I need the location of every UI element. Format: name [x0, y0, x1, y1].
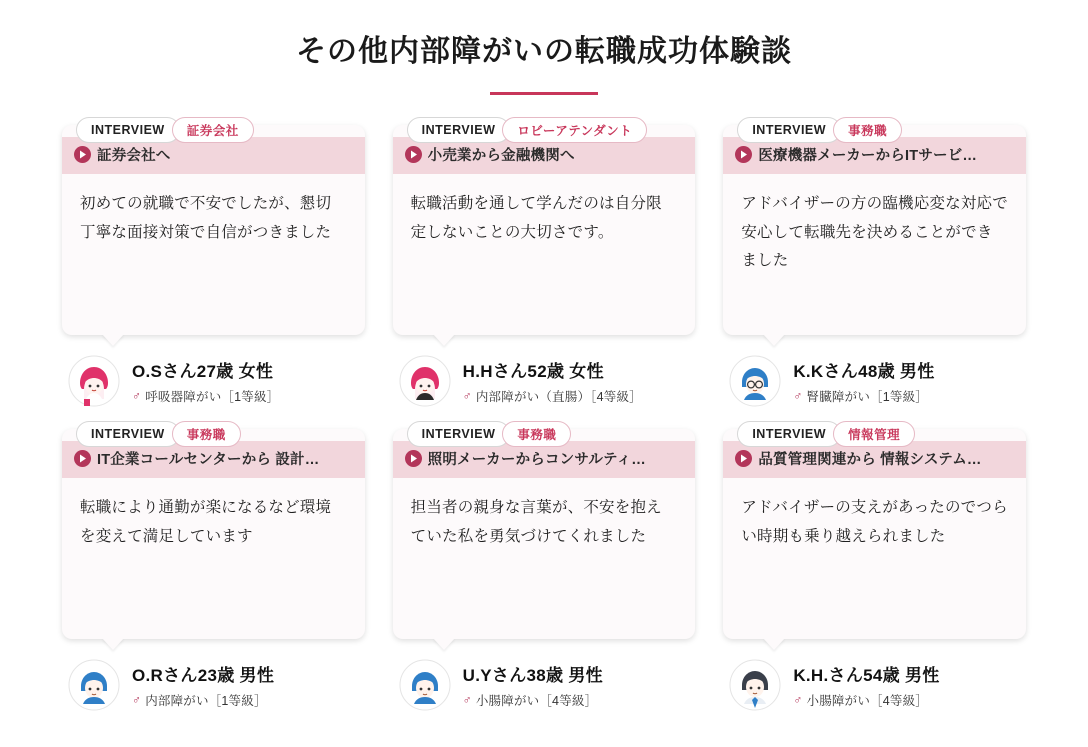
list-item [62, 125, 365, 407]
person-detail [793, 691, 939, 709]
person-info [793, 661, 939, 709]
card-headline-text: 品質管理関連から 情報システム… [758, 452, 982, 468]
person-detail [463, 387, 642, 405]
card-headline-text: IT企業コールセンターから 設計… [97, 452, 320, 468]
card-headline-text: 医療機器メーカーからITサービ… [758, 148, 978, 164]
category-tag: 証券会社 [172, 117, 254, 143]
testimonial-card[interactable] [393, 125, 696, 335]
person-icon: ♂ [462, 389, 472, 403]
interview-tag: INTERVIEW [76, 421, 180, 447]
person-detail [132, 691, 274, 709]
woman-pink-hair-avatar [68, 355, 120, 407]
category-tag: ロビーアテンダント [502, 117, 647, 143]
interview-tag: INTERVIEW [407, 117, 511, 143]
person-detail [463, 691, 603, 709]
interview-tag: INTERVIEW [76, 117, 180, 143]
list-item [723, 429, 1026, 711]
person-name: O.Sさん27歳 女性 [132, 362, 274, 381]
man-blue-avatar [399, 659, 451, 711]
list-item [723, 125, 1026, 407]
card-body: 初めての就職で不安でしたが、懇切丁寧な面接対策で自信がつきました [80, 195, 332, 241]
card-body: アドバイザーの支えがあったのでつらい時期も乗り越えられました [741, 499, 1008, 545]
list-item [62, 429, 365, 711]
page-title: その他内部障がいの転職成功体験談 [296, 35, 792, 68]
person-info [132, 357, 279, 405]
category-tag: 事務職 [833, 117, 902, 143]
person-detail-text: 小腸障がい［4等級］ [806, 694, 928, 708]
play-arrow-icon [735, 146, 752, 163]
card-tags [62, 113, 365, 147]
person-icon: ♂ [462, 693, 472, 707]
person-name: K.Kさん48歳 男性 [793, 362, 935, 381]
card-headline-text: 照明メーカーからコンサルティ… [427, 452, 646, 468]
person-info [132, 661, 274, 709]
testimonial-grid [0, 125, 1088, 711]
person-icon: ♂ [793, 389, 803, 403]
person-name: K.H.さん54歳 男性 [793, 666, 940, 685]
testimonial-card[interactable] [393, 429, 696, 639]
testimonial-card[interactable] [62, 125, 365, 335]
person-info [463, 661, 603, 709]
card-headline-text: 証券会社へ [97, 148, 171, 164]
person-name: O.Rさん23歳 男性 [132, 666, 275, 685]
man-tie-avatar [729, 659, 781, 711]
person-detail-text: 腎臓障がい［1等級］ [806, 390, 928, 404]
list-item [393, 125, 696, 407]
play-arrow-icon [74, 146, 91, 163]
person-detail-text: 内部障がい（直腸）［4等級］ [475, 390, 642, 404]
card-body: 転職により通勤が楽になるなど環境を変えて満足しています [80, 499, 332, 545]
interview-tag: INTERVIEW [737, 421, 841, 447]
testimonial-card[interactable] [723, 429, 1026, 639]
card-tags [393, 417, 696, 451]
person-name: U.Yさん38歳 男性 [462, 666, 603, 685]
person-name: H.Hさん52歳 女性 [462, 362, 604, 381]
person-detail [793, 387, 934, 405]
person-icon: ♂ [132, 389, 142, 403]
person-detail-text: 呼吸器障がい［1等級］ [145, 390, 280, 404]
card-headline-text: 小売業から金融機関へ [427, 148, 575, 164]
woman-pink-hair-avatar [399, 355, 451, 407]
card-body: アドバイザーの方の臨機応変な対応で 安心して転職先を決めることができました [741, 195, 1008, 270]
card-tags [62, 417, 365, 451]
man-glasses-avatar [729, 355, 781, 407]
play-arrow-icon [74, 450, 91, 467]
person-detail-text: 小腸障がい［4等級］ [475, 694, 598, 708]
play-arrow-icon [735, 450, 752, 467]
person-icon: ♂ [793, 693, 803, 707]
interview-tag: INTERVIEW [737, 117, 841, 143]
play-arrow-icon [405, 450, 422, 467]
category-tag: 事務職 [172, 421, 241, 447]
card-body: 担当者の親身な言葉が、不安を抱えていた私を勇気づけてくれました [410, 499, 662, 545]
card-tags [723, 417, 1026, 451]
card-body: 転職活動を通して学んだのは自分限定しないことの大切さです。 [410, 195, 662, 241]
category-tag: 情報管理 [833, 421, 915, 447]
person-detail-text: 内部障がい［1等級］ [145, 694, 267, 708]
card-tags [393, 113, 696, 147]
person-detail [132, 387, 279, 405]
person-info [793, 357, 934, 405]
person-info [463, 357, 642, 405]
title-underline [490, 92, 598, 95]
man-blue-avatar [68, 659, 120, 711]
play-arrow-icon [405, 146, 422, 163]
testimonial-card[interactable] [62, 429, 365, 639]
person-icon: ♂ [132, 693, 142, 707]
card-tags [723, 113, 1026, 147]
category-tag: 事務職 [502, 421, 571, 447]
interview-tag: INTERVIEW [407, 421, 511, 447]
list-item [393, 429, 696, 711]
testimonial-card[interactable] [723, 125, 1026, 335]
